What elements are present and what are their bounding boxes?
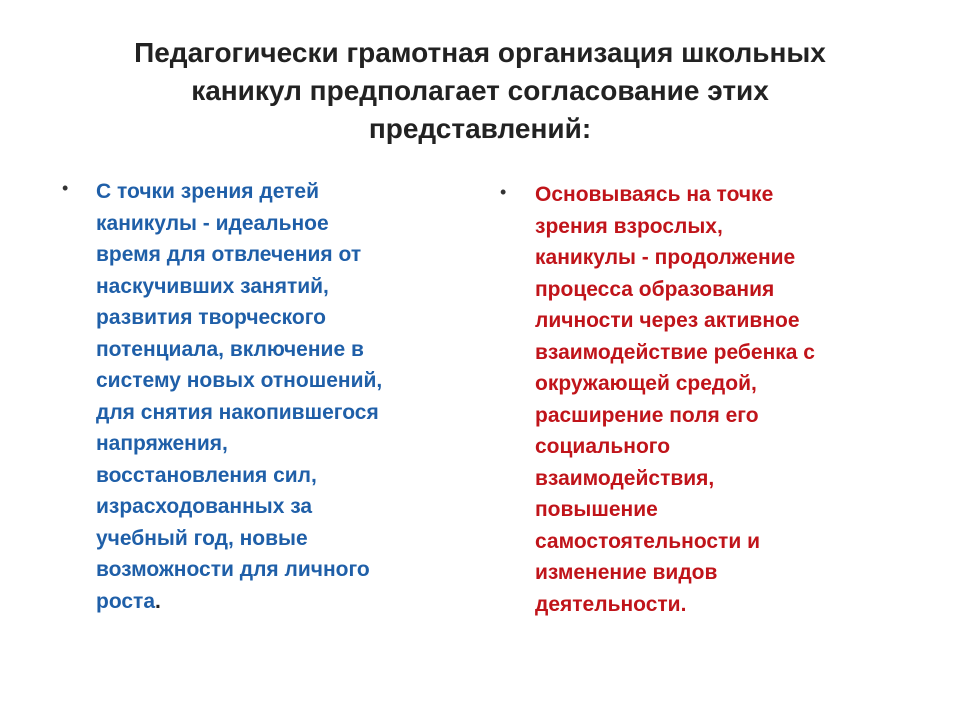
text-line: каникулы - идеальное (96, 211, 329, 235)
bullet-icon: • (500, 182, 507, 202)
text-line: развития творческого (96, 306, 326, 329)
title-line: каникул предполагает согласование этих (191, 75, 769, 106)
text-line: расширение поля его (535, 403, 759, 427)
text-line: деятельности. (535, 592, 687, 616)
title-line: Педагогически грамотная организация школьных (134, 37, 826, 68)
text-line: повышение (535, 498, 658, 521)
bullet-icon: • (62, 178, 69, 198)
adults-view-text (535, 179, 815, 620)
slide-title (60, 34, 900, 148)
text-line: взаимодействие ребенка с (535, 340, 815, 364)
trailing-period: . (155, 589, 161, 613)
text-line: процесса образования (535, 277, 775, 301)
text-line: самостоятельности и (535, 529, 760, 553)
text-line: потенциала, включение в (96, 337, 364, 361)
text-line: для снятия накопившегося (96, 400, 379, 424)
text-line: С точки зрения детей (96, 180, 319, 203)
text-line: учебный год, новые (96, 526, 308, 550)
text-line: роста (96, 589, 156, 613)
text-line-last (96, 586, 382, 618)
text-line: время для отвлечения от (96, 243, 362, 266)
text-line: израсходованных за (96, 495, 313, 518)
text-line: восстановления сил, (96, 463, 317, 487)
text-line: личности через активное (535, 309, 800, 332)
text-line: изменение видов (535, 561, 718, 584)
title-line: представлений: (368, 113, 592, 144)
text-line: Основываясь на точке (535, 183, 774, 206)
text-line: социального (535, 435, 671, 458)
text-line: систему новых отношений, (96, 369, 383, 392)
text-line: возможности для личного (96, 558, 370, 581)
text-line: напряжения, (96, 432, 228, 455)
text-line: каникулы - продолжение (535, 246, 796, 269)
text-line: зрения взрослых, (535, 214, 723, 238)
text-line: взаимодействия, (535, 466, 715, 490)
children-view-text (96, 176, 382, 617)
text-line: окружающей средой, (535, 372, 757, 395)
text-line: наскучивших занятий, (96, 274, 329, 298)
